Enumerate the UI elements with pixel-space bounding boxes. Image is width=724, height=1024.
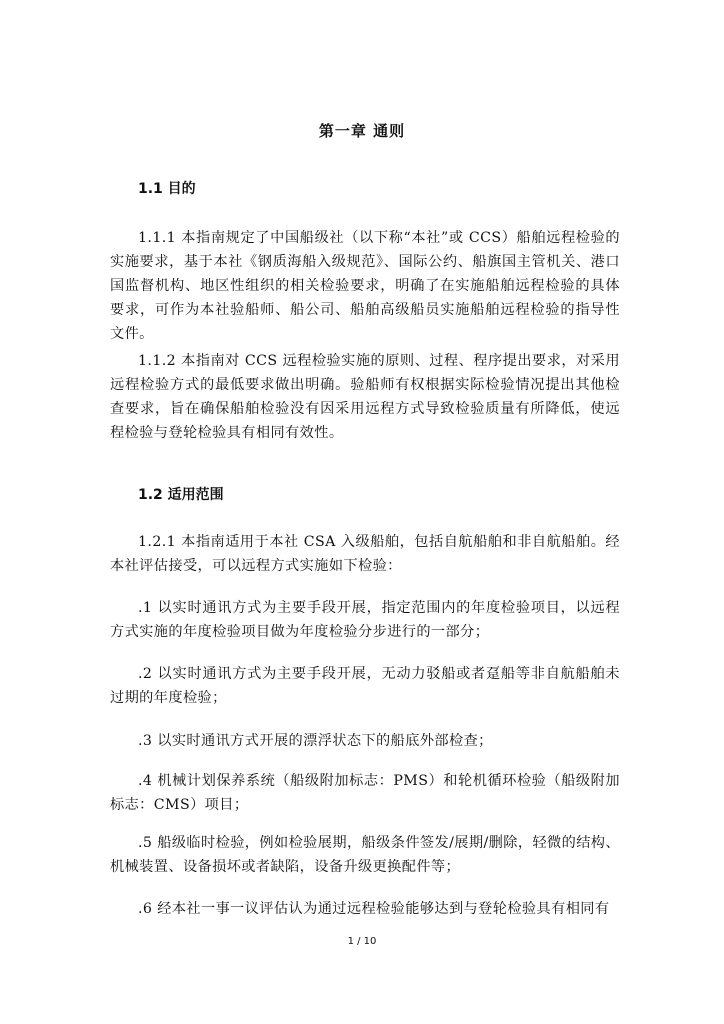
paragraph: 1.1.1 本指南规定了中国船级社（以下称“本社”或 CCS）船舶远程检验的实施要求，基于本社《钢质海船入级规范》、国际公约、船旗国主管机关、港口国监督机构、地区性组织的相关检验要求，明确了在实施船舶远程检验的具体要求，可作为本社验船师、船公司、船舶高级船员实施船舶远程检验的指导性文件。: [110, 230, 620, 342]
list-item: .2 以实时通讯方式为主要手段开展，无动力驳船或者趸船等非自航船舶未过期的年度检验；: [110, 666, 620, 706]
list-item: .1 以实时通讯方式为主要手段开展，指定范围内的年度检验项目，以远程方式实施的年度检验项目做为年度检验分步进行的一部分；: [110, 600, 620, 640]
chapter-title: 第一章 通则: [318, 122, 406, 140]
list-item: .6 经本社一事一议评估认为通过远程检验能够达到与登轮检验具有相同有: [138, 901, 610, 917]
list-item: .5 船级临时检验，例如检验展期，船级条件签发/展期/删除，轻微的结构、机械装置、设备损坏或者缺陷，设备升级更换配件等；: [110, 835, 620, 875]
list-item: .3 以实时通讯方式开展的漂浮状态下的船底外部检查；: [138, 733, 493, 749]
section-heading: 1.2 适用范围: [138, 487, 224, 503]
paragraph: 1.1.2 本指南对 CCS 远程检验实施的原则、过程、程序提出要求，对采用远程检验方式的最低要求做出明确。验船师有权根据实际检验情况提出其他检查要求，旨在确保船舶检验没有因采用远程方式导致检验质量有所降低，使远程检验与登轮检验具有相同有效性。: [110, 353, 620, 441]
paragraph: 1.2.1 本指南适用于本社 CSA 入级船舶，包括自航船舶和非自航船舶。经本社评估接受，可以远程方式实施如下检验：: [110, 534, 620, 574]
page-number: 1 / 10: [347, 936, 377, 947]
section-heading: 1.1 目的: [138, 181, 196, 197]
list-item: .4 机械计划保养系统（船级附加标志：PMS）和轮机循环检验（船级附加标志：CMS）项目；: [110, 773, 620, 813]
